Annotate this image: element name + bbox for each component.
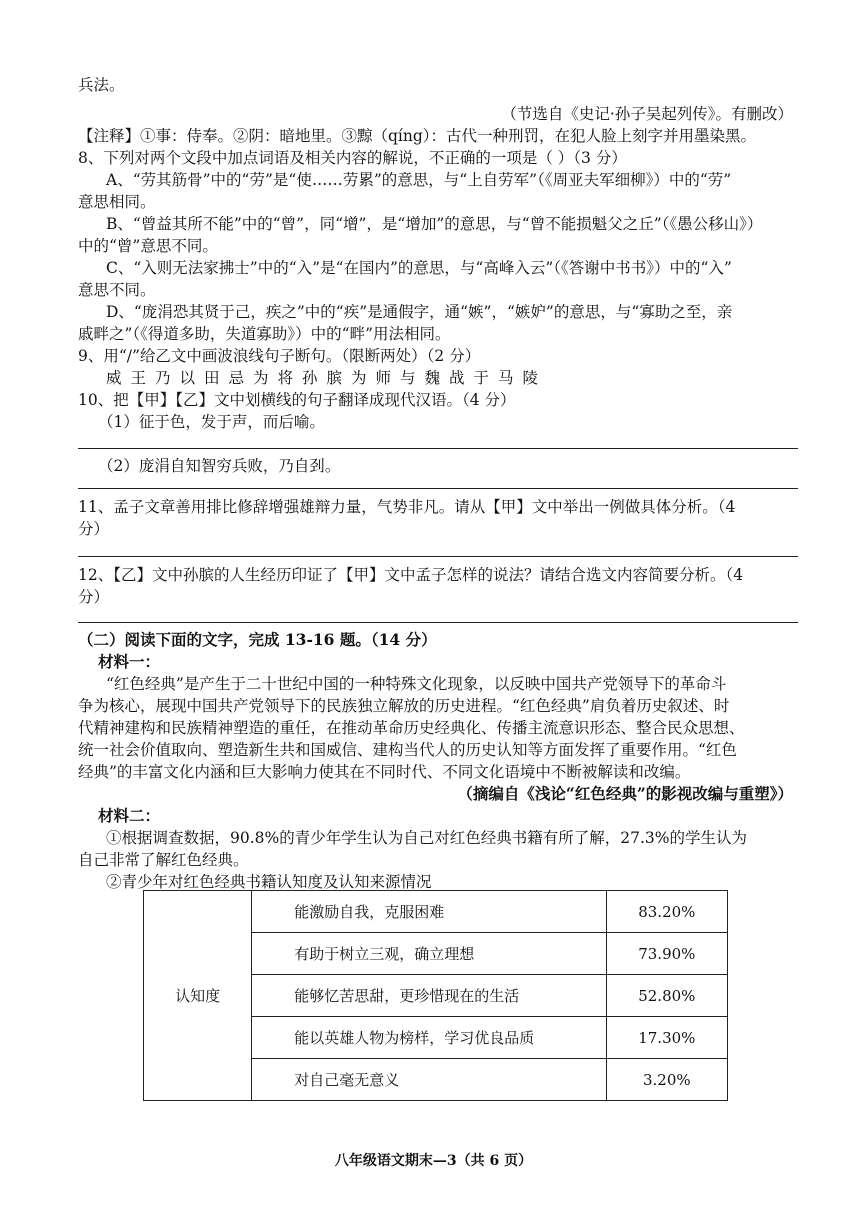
material-2-label: 材料二： [98,806,161,825]
table-row [144,891,728,933]
question-12-line2: 分） [78,588,110,606]
material-1-source: （摘编自《浅论“红色经典”的影视改编与重塑》） [457,784,793,803]
category-cell: 认知度 [144,891,252,1101]
material-1-paragraph: 代精神建构和民族精神塑造的重任，在推动革命历史经典化、传播主流意识形态、整合民众思想、 [78,719,745,737]
annotation-notes: 【注释】①事：侍奉。②阴：暗地里。③黥（qíng）：古代一种刑罚，在犯人脸上刻字并用墨染黑。 [78,127,757,145]
question-12-line1: 12、【乙】文中孙膑的人生经历印证了【甲】文中孟子怎样的说法？请结合选文内容简要分析。（4 [78,566,744,584]
option-a-line1: A、“劳其筋骨”中的“劳”是“使……劳累”的意思，与“上自劳军”（《周亚夫军细柳》）中的“劳” [106,171,732,189]
source-citation: （节选自《史记·孙子吴起列传》。有删改） [501,105,793,123]
material-2-paragraph: ①根据调查数据，90.8%的青少年学生认为自己对红色经典书籍有所了解，27.3%的学生认为 [106,829,747,847]
material-2-paragraph: 自己非常了解红色经典。 [78,851,249,869]
description-cell: 有助于树立三观，确立理想 [252,933,606,975]
option-a-line2: 意思相同。 [78,193,156,211]
answer-line [78,622,798,623]
question-10-sentence-2: （2）庞涓自知智穷兵败，乃自刭。 [98,457,341,475]
question-11-line1: 11、孟子文章善用排比修辞增强雄辩力量，气势非凡。请从【甲】文中举出一例做具体分析。（4 [78,498,736,516]
survey-table [143,890,728,1101]
question-10-sentence-1: （1）征于色，发于声，而后喻。 [98,413,325,431]
value-cell: 73.90% [606,933,727,975]
value-cell: 83.20% [606,891,727,933]
value-cell: 52.80% [606,975,727,1017]
description-cell: 对自己毫无意义 [252,1059,606,1101]
material-1-paragraph: “红色经典”是产生于二十世纪中国的一种特殊文化现象，以反映中国共产党领导下的革命斗 [106,675,727,693]
option-b-line1: B、“曾益其所不能”中的“曾”，同“增”，是“增加”的意思，与“曾不能损魁父之丘”（《愚公移山》） [106,215,763,233]
passage-tail: 兵法。 [78,76,125,94]
question-10-stem: 10、把【甲】【乙】文中划横线的句子翻译成现代汉语。（4 分） [78,391,516,409]
description-cell: 能激励自我，克服困难 [252,891,606,933]
material-1-paragraph: 统一社会价值取向、塑造新生共和国威信、建构当代人的历史认知等方面发挥了重要作用。“红色 [78,741,737,759]
material-1-paragraph: 争为核心，展现中国共产党领导下的民族独立解放的历史进程。“红色经典”肩负着历史叙述、时 [78,697,730,715]
description-cell: 能够忆苦思甜，更珍惜现在的生活 [252,975,606,1017]
question-9-sentence: 威王乃以田忌为将孙膑为师与魏战于马陵 [106,369,548,387]
value-cell: 17.30% [606,1017,727,1059]
value-cell: 3.20% [606,1059,727,1101]
section-2-heading: （二）阅读下面的文字，完成 13-16 题。（14 分） [78,630,437,649]
description-cell: 能以英雄人物为榜样，学习优良品质 [252,1017,606,1059]
option-d-line2: 戚畔之”（《得道多助，失道寡助》）中的“畔”用法相同。 [78,325,451,343]
page-footer: 八年级语文期末—3（共 6 页） [334,1153,533,1169]
answer-line [78,488,798,489]
option-b-line2: 中的“曾”意思不同。 [78,237,218,255]
material-1-label: 材料一： [98,652,161,671]
answer-line [78,556,798,557]
table-caption: ②青少年对红色经典书籍认知度及认知来源情况 [106,873,432,891]
option-d-line1: D、“庞涓恐其贤于己，疾之”中的“疾”是通假字，通“嫉”，“嫉妒”的意思，与“寡助之至，亲 [106,303,733,321]
option-c-line2: 意思不同。 [78,281,156,299]
question-8-stem: 8、下列对两个文段中加点词语及相关内容的解说，不正确的一项是（ ）（3 分） [78,149,627,167]
answer-line [78,448,798,449]
question-11-line2: 分） [78,520,110,538]
question-9-stem: 9、用“/”给乙文中画波浪线句子断句。（限断两处）（2 分） [78,347,481,365]
option-c-line1: C、“入则无法家拂士”中的“入”是“在国内”的意思，与“高峰入云”（《答谢中书书》）中的“入” [106,259,732,277]
material-1-paragraph: 经典”的丰富文化内涵和巨大影响力使其在不同时代、不同文化语境中不断被解读和改编。 [78,763,691,781]
